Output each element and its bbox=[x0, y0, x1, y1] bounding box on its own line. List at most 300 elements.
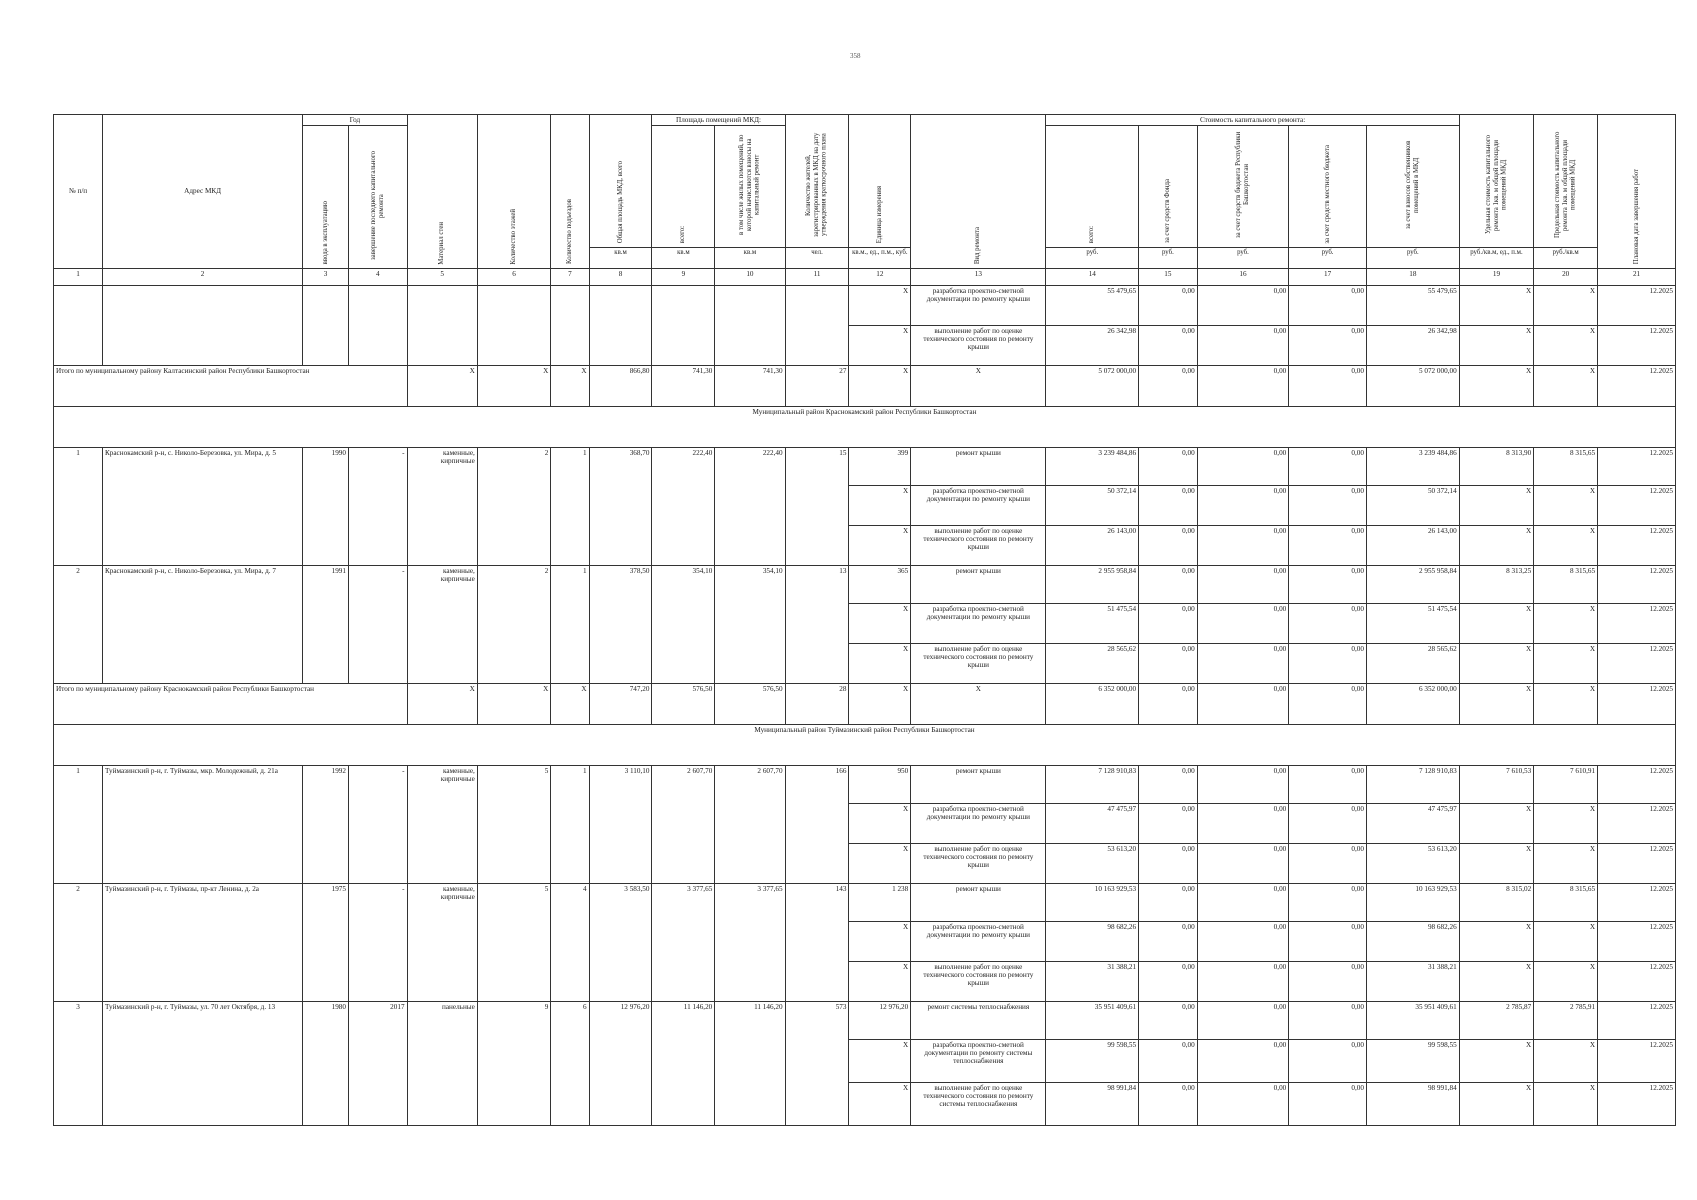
col-number: 9 bbox=[652, 268, 715, 285]
last-repair: - bbox=[348, 447, 407, 565]
cost-local: 0,00 bbox=[1289, 843, 1367, 883]
commission-year: 1991 bbox=[303, 565, 349, 683]
x-mark: Х bbox=[849, 961, 911, 1001]
district-total-row bbox=[54, 683, 1676, 724]
header-total-area: Общая площадь МКД, всего bbox=[589, 115, 652, 248]
specific-cost: 8 315,02 bbox=[1459, 883, 1534, 921]
table-row bbox=[54, 765, 1676, 803]
table-row bbox=[54, 1001, 1676, 1039]
cost-owners: 55 479,65 bbox=[1366, 285, 1459, 325]
limit-cost: 8 315,65 bbox=[1534, 447, 1598, 485]
cost-owners: 3 239 484,86 bbox=[1366, 447, 1459, 485]
cost-local: 0,00 bbox=[1289, 485, 1367, 525]
cost-local: 0,00 bbox=[1289, 325, 1367, 365]
cost-owners: 98 682,26 bbox=[1366, 921, 1459, 961]
cost-republic: 0,00 bbox=[1197, 525, 1289, 565]
area-all: 576,50 bbox=[652, 683, 715, 724]
header-row-1 bbox=[54, 115, 1676, 126]
plan-date: 12.2025 bbox=[1598, 883, 1676, 921]
unit-cell: руб. bbox=[1046, 247, 1139, 268]
header-unit: Единица измерения bbox=[849, 115, 911, 248]
header-cost-fund: за счет средств Фонда bbox=[1139, 126, 1198, 247]
floors: 5 bbox=[477, 765, 550, 883]
total-label: Итого по муниципальному району Калтасинский район Республики Башкортостан bbox=[54, 365, 408, 406]
cost-fund: 0,00 bbox=[1139, 843, 1198, 883]
col-number: 15 bbox=[1139, 268, 1198, 285]
plan-date: 12.2025 bbox=[1598, 921, 1676, 961]
repair-type: ремонт крыши bbox=[911, 565, 1046, 603]
cost-republic: 0,00 bbox=[1197, 447, 1289, 485]
specific-cost: 8 313,25 bbox=[1459, 565, 1534, 603]
header-last-repair: завершение последнего капитального ремонта bbox=[348, 126, 407, 268]
repair-type: выполнение работ по оценке технического состояния по ремонту крыши bbox=[911, 525, 1046, 565]
cost-republic: 0,00 bbox=[1197, 843, 1289, 883]
cost-republic: 0,00 bbox=[1197, 485, 1289, 525]
x-mark: Х bbox=[849, 603, 911, 643]
x-mark: Х bbox=[477, 683, 550, 724]
area-all: 3 377,65 bbox=[652, 883, 715, 1001]
header-area-all: всего: bbox=[652, 126, 715, 247]
col-number: 11 bbox=[785, 268, 849, 285]
cost-fund: 0,00 bbox=[1139, 643, 1198, 683]
unit-cell: кв.м bbox=[589, 247, 652, 268]
plan-date: 12.2025 bbox=[1598, 285, 1676, 325]
repair-type: ремонт крыши bbox=[911, 883, 1046, 921]
cost-fund: 0,00 bbox=[1139, 565, 1198, 603]
repair-type: ремонт системы теплоснабжения bbox=[911, 1001, 1046, 1039]
cost-fund: 0,00 bbox=[1139, 765, 1198, 803]
limit-cost: 2 785,91 bbox=[1534, 1001, 1598, 1039]
x-mark: Х bbox=[407, 365, 477, 406]
header-residents: Количество жителей, зарегистрированных в МКД на дату утверждения краткосрочного плана bbox=[785, 115, 849, 248]
cost-fund: 0,00 bbox=[1139, 485, 1198, 525]
col-number: 21 bbox=[1598, 268, 1676, 285]
repair-type: ремонт крыши bbox=[911, 765, 1046, 803]
unit-value: 1 238 bbox=[849, 883, 911, 921]
cost-republic: 0,00 bbox=[1197, 1039, 1289, 1082]
header-specific-cost: Удельная стоимость капитального ремонта 1кв. м общей площади помещений МКД bbox=[1459, 115, 1534, 248]
total-label: Итого по муниципальному району Краснокамский район Республики Башкортостан bbox=[54, 683, 408, 724]
repair-type: выполнение работ по оценке технического состояния по ремонту крыши bbox=[911, 961, 1046, 1001]
limit-cost: Х bbox=[1534, 843, 1598, 883]
specific-cost: 7 610,53 bbox=[1459, 765, 1534, 803]
last-repair: - bbox=[348, 883, 407, 1001]
residents: 13 bbox=[785, 565, 849, 683]
header-limit-cost: Предельная стоимость капитального ремонта 1кв. м общей площади помещений МКД bbox=[1534, 115, 1598, 248]
cost-owners: 26 342,98 bbox=[1366, 325, 1459, 365]
cost-fund: 0,00 bbox=[1139, 365, 1198, 406]
cost-total: 5 072 000,00 bbox=[1046, 365, 1139, 406]
cost-fund: 0,00 bbox=[1139, 921, 1198, 961]
area-living: 576,50 bbox=[715, 683, 785, 724]
plan-date: 12.2025 bbox=[1598, 485, 1676, 525]
wall-material: панельные bbox=[407, 1001, 477, 1125]
col-number: 13 bbox=[911, 268, 1046, 285]
repair-type: разработка проектно-сметной документации по ремонту крыши bbox=[911, 285, 1046, 325]
section-title: Муниципальный район Туймазинский район Республики Башкортостан bbox=[54, 724, 1676, 765]
area-total: 866,80 bbox=[589, 365, 652, 406]
unit-cell: руб./кв.м, ед., п.м. bbox=[1459, 247, 1534, 268]
repair-type: разработка проектно-сметной документации по ремонту системы теплоснабжения bbox=[911, 1039, 1046, 1082]
col-number: 10 bbox=[715, 268, 785, 285]
district-total-row bbox=[54, 365, 1676, 406]
header-address: Адрес МКД bbox=[102, 115, 302, 269]
x-mark: Х bbox=[477, 365, 550, 406]
cost-owners: 50 372,14 bbox=[1366, 485, 1459, 525]
cost-local: 0,00 bbox=[1289, 1082, 1367, 1125]
cost-republic: 0,00 bbox=[1197, 803, 1289, 843]
limit-cost: Х bbox=[1534, 285, 1598, 325]
cost-fund: 0,00 bbox=[1139, 883, 1198, 921]
cost-republic: 0,00 bbox=[1197, 565, 1289, 603]
entrances: 1 bbox=[551, 765, 589, 883]
specific-cost: Х bbox=[1459, 365, 1534, 406]
cost-total: 7 128 910,83 bbox=[1046, 765, 1139, 803]
specific-cost: 2 785,87 bbox=[1459, 1001, 1534, 1039]
header-wall-material: Материал стен bbox=[407, 115, 477, 269]
cost-local: 0,00 bbox=[1289, 883, 1367, 921]
unit-cell: руб./кв.м bbox=[1534, 247, 1598, 268]
area-living: 11 146,20 bbox=[715, 1001, 785, 1125]
repair-type: Х bbox=[911, 365, 1046, 406]
unit-cell: чел. bbox=[785, 247, 849, 268]
col-number: 18 bbox=[1366, 268, 1459, 285]
cost-owners: 98 991,84 bbox=[1366, 1082, 1459, 1125]
specific-cost: Х bbox=[1459, 325, 1534, 365]
address: Краснокамский р-н, с. Николо-Березовка, ул. Мира, д. 7 bbox=[102, 565, 302, 683]
specific-cost: Х bbox=[1459, 525, 1534, 565]
plan-date: 12.2025 bbox=[1598, 765, 1676, 803]
cost-republic: 0,00 bbox=[1197, 365, 1289, 406]
repair-type: выполнение работ по оценке технического состояния по ремонту крыши bbox=[911, 643, 1046, 683]
cost-local: 0,00 bbox=[1289, 285, 1367, 325]
col-number: 2 bbox=[102, 268, 302, 285]
repair-type: выполнение работ по оценке технического состояния по ремонту крыши bbox=[911, 843, 1046, 883]
x-mark: Х bbox=[849, 525, 911, 565]
specific-cost: Х bbox=[1459, 643, 1534, 683]
cost-republic: 0,00 bbox=[1197, 603, 1289, 643]
cost-fund: 0,00 bbox=[1139, 1082, 1198, 1125]
area-total: 12 976,20 bbox=[589, 1001, 652, 1125]
specific-cost: Х bbox=[1459, 603, 1534, 643]
area-living: 354,10 bbox=[715, 565, 785, 683]
cost-owners: 26 143,00 bbox=[1366, 525, 1459, 565]
repair-type: разработка проектно-сметной документации по ремонту крыши bbox=[911, 485, 1046, 525]
cost-total: 47 475,97 bbox=[1046, 803, 1139, 843]
cost-total: 6 352 000,00 bbox=[1046, 683, 1139, 724]
table-row bbox=[54, 883, 1676, 921]
header-plan-date: Плановая дата завершения работ bbox=[1598, 115, 1676, 269]
cost-owners: 35 951 409,61 bbox=[1366, 1001, 1459, 1039]
specific-cost: Х bbox=[1459, 1039, 1534, 1082]
x-mark: Х bbox=[551, 365, 589, 406]
entrances: 4 bbox=[551, 883, 589, 1001]
cost-owners: 28 565,62 bbox=[1366, 643, 1459, 683]
specific-cost: 8 313,90 bbox=[1459, 447, 1534, 485]
unit-value: 399 bbox=[849, 447, 911, 485]
area-living: 2 607,70 bbox=[715, 765, 785, 883]
unit-cell: кв.м bbox=[652, 247, 715, 268]
cost-local: 0,00 bbox=[1289, 683, 1367, 724]
specific-cost: Х bbox=[1459, 843, 1534, 883]
cost-local: 0,00 bbox=[1289, 1001, 1367, 1039]
limit-cost: 8 315,65 bbox=[1534, 883, 1598, 921]
plan-date: 12.2025 bbox=[1598, 365, 1676, 406]
cost-total: 3 239 484,86 bbox=[1046, 447, 1139, 485]
table-row bbox=[54, 447, 1676, 485]
cost-local: 0,00 bbox=[1289, 1039, 1367, 1082]
area-all: 741,30 bbox=[652, 365, 715, 406]
plan-date: 12.2025 bbox=[1598, 683, 1676, 724]
area-living: 222,40 bbox=[715, 447, 785, 565]
cost-fund: 0,00 bbox=[1139, 525, 1198, 565]
area-total: 3 583,50 bbox=[589, 883, 652, 1001]
commission-year: 1990 bbox=[303, 447, 349, 565]
cost-fund: 0,00 bbox=[1139, 325, 1198, 365]
area-all: 11 146,20 bbox=[652, 1001, 715, 1125]
x-mark: Х bbox=[407, 683, 477, 724]
header-area-living: в том числе жилых помещений, по которой начисляются взносы на капитальный ремонт bbox=[715, 126, 785, 247]
commission-year: 1992 bbox=[303, 765, 349, 883]
area-total: 3 110,10 bbox=[589, 765, 652, 883]
cost-owners: 6 352 000,00 bbox=[1366, 683, 1459, 724]
col-number: 7 bbox=[551, 268, 589, 285]
limit-cost: Х bbox=[1534, 683, 1598, 724]
header-repair-type: Вид ремонта bbox=[911, 115, 1046, 269]
cost-owners: 53 613,20 bbox=[1366, 843, 1459, 883]
x-mark: Х bbox=[849, 803, 911, 843]
plan-date: 12.2025 bbox=[1598, 1001, 1676, 1039]
cost-total: 53 613,20 bbox=[1046, 843, 1139, 883]
x-mark: Х bbox=[849, 643, 911, 683]
cost-local: 0,00 bbox=[1289, 525, 1367, 565]
wall-material: каменные, кирпичные bbox=[407, 765, 477, 883]
limit-cost: 8 315,65 bbox=[1534, 565, 1598, 603]
address: Туймазинский р-н, г. Туймазы, пр-кт Ленина, д. 2а bbox=[102, 883, 302, 1001]
col-number: 8 bbox=[589, 268, 652, 285]
unit-cell: кв.м bbox=[715, 247, 785, 268]
entrances: 1 bbox=[551, 565, 589, 683]
cost-total: 10 163 929,53 bbox=[1046, 883, 1139, 921]
last-repair: 2017 bbox=[348, 1001, 407, 1125]
cost-republic: 0,00 bbox=[1197, 643, 1289, 683]
cost-owners: 2 955 958,84 bbox=[1366, 565, 1459, 603]
cost-local: 0,00 bbox=[1289, 643, 1367, 683]
specific-cost: Х bbox=[1459, 285, 1534, 325]
cost-local: 0,00 bbox=[1289, 447, 1367, 485]
x-mark: Х bbox=[849, 921, 911, 961]
unit-cell: руб. bbox=[1366, 247, 1459, 268]
col-number: 1 bbox=[54, 268, 103, 285]
limit-cost: Х bbox=[1534, 325, 1598, 365]
row-number: 2 bbox=[54, 883, 103, 1001]
cost-local: 0,00 bbox=[1289, 803, 1367, 843]
plan-date: 12.2025 bbox=[1598, 525, 1676, 565]
cost-fund: 0,00 bbox=[1139, 1039, 1198, 1082]
floors: 2 bbox=[477, 447, 550, 565]
wall-material: каменные, кирпичные bbox=[407, 883, 477, 1001]
unit-value: 365 bbox=[849, 565, 911, 603]
cost-owners: 31 388,21 bbox=[1366, 961, 1459, 1001]
header-commission-year: ввода в эксплуатацию bbox=[303, 126, 349, 268]
col-number: 4 bbox=[348, 268, 407, 285]
cost-fund: 0,00 bbox=[1139, 1001, 1198, 1039]
address: Туймазинский р-н, г. Туймазы, мкр. Молодежный, д. 21а bbox=[102, 765, 302, 883]
cost-total: 55 479,65 bbox=[1046, 285, 1139, 325]
plan-date: 12.2025 bbox=[1598, 803, 1676, 843]
specific-cost: Х bbox=[1459, 921, 1534, 961]
cost-local: 0,00 bbox=[1289, 565, 1367, 603]
floors: 9 bbox=[477, 1001, 550, 1125]
cost-total: 28 565,62 bbox=[1046, 643, 1139, 683]
district-section-row bbox=[54, 724, 1676, 765]
plan-date: 12.2025 bbox=[1598, 565, 1676, 603]
x-mark: Х bbox=[849, 285, 911, 325]
unit-cell: кв.м., ед., п.м., куб. bbox=[849, 247, 911, 268]
col-number: 6 bbox=[477, 268, 550, 285]
cost-fund: 0,00 bbox=[1139, 683, 1198, 724]
col-number: 17 bbox=[1289, 268, 1367, 285]
col-number: 12 bbox=[849, 268, 911, 285]
last-repair: - bbox=[348, 565, 407, 683]
x-mark: Х bbox=[849, 485, 911, 525]
repair-type: выполнение работ по оценке технического состояния по ремонту системы теплоснабжения bbox=[911, 1082, 1046, 1125]
limit-cost: Х bbox=[1534, 485, 1598, 525]
row-number: 1 bbox=[54, 765, 103, 883]
plan-date: 12.2025 bbox=[1598, 603, 1676, 643]
entrances: 1 bbox=[551, 447, 589, 565]
wall-material: каменные, кирпичные bbox=[407, 565, 477, 683]
specific-cost: Х bbox=[1459, 683, 1534, 724]
limit-cost: Х bbox=[1534, 803, 1598, 843]
cost-republic: 0,00 bbox=[1197, 1082, 1289, 1125]
header-year-group: Год bbox=[303, 115, 407, 126]
row-number: 2 bbox=[54, 565, 103, 683]
col-number: 14 bbox=[1046, 268, 1139, 285]
residents: 28 bbox=[785, 683, 849, 724]
residents: 573 bbox=[785, 1001, 849, 1125]
col-number: 16 bbox=[1197, 268, 1289, 285]
residents: 27 bbox=[785, 365, 849, 406]
cost-owners: 51 475,54 bbox=[1366, 603, 1459, 643]
residents: 143 bbox=[785, 883, 849, 1001]
area-total: 368,70 bbox=[589, 447, 652, 565]
limit-cost: Х bbox=[1534, 365, 1598, 406]
cost-local: 0,00 bbox=[1289, 365, 1367, 406]
column-numbers-row bbox=[54, 268, 1676, 285]
cost-local: 0,00 bbox=[1289, 603, 1367, 643]
header-cost-group: Стоимость капитального ремонта: bbox=[1046, 115, 1459, 126]
floors: 2 bbox=[477, 565, 550, 683]
plan-date: 12.2025 bbox=[1598, 1082, 1676, 1125]
specific-cost: Х bbox=[1459, 803, 1534, 843]
header-cost-republic: за счет средств бюджета Республики Башкортостан bbox=[1197, 126, 1289, 247]
plan-date: 12.2025 bbox=[1598, 643, 1676, 683]
repair-type: разработка проектно-сметной документации по ремонту крыши bbox=[911, 803, 1046, 843]
cost-republic: 0,00 bbox=[1197, 285, 1289, 325]
limit-cost: Х bbox=[1534, 961, 1598, 1001]
cost-total: 2 955 958,84 bbox=[1046, 565, 1139, 603]
cost-local: 0,00 bbox=[1289, 961, 1367, 1001]
header-number: № п/п bbox=[54, 115, 103, 269]
cost-total: 26 342,98 bbox=[1046, 325, 1139, 365]
limit-cost: Х bbox=[1534, 603, 1598, 643]
floors: 5 bbox=[477, 883, 550, 1001]
limit-cost: Х bbox=[1534, 1039, 1598, 1082]
repair-type: ремонт крыши bbox=[911, 447, 1046, 485]
header-entrances: Количество подъездов bbox=[551, 115, 589, 269]
cost-republic: 0,00 bbox=[1197, 921, 1289, 961]
area-all: 222,40 bbox=[652, 447, 715, 565]
col-number: 5 bbox=[407, 268, 477, 285]
cost-fund: 0,00 bbox=[1139, 285, 1198, 325]
cost-local: 0,00 bbox=[1289, 921, 1367, 961]
commission-year: 1980 bbox=[303, 1001, 349, 1125]
repair-type: выполнение работ по оценке технического состояния по ремонту крыши bbox=[911, 325, 1046, 365]
specific-cost: Х bbox=[1459, 1082, 1534, 1125]
cost-local: 0,00 bbox=[1289, 765, 1367, 803]
cost-owners: 5 072 000,00 bbox=[1366, 365, 1459, 406]
cost-republic: 0,00 bbox=[1197, 961, 1289, 1001]
area-all: 2 607,70 bbox=[652, 765, 715, 883]
limit-cost: Х bbox=[1534, 921, 1598, 961]
specific-cost: Х bbox=[1459, 961, 1534, 1001]
cost-fund: 0,00 bbox=[1139, 603, 1198, 643]
header-cost-owners: за счет взносов собственников помещений в МКД bbox=[1366, 126, 1459, 247]
col-number: 3 bbox=[303, 268, 349, 285]
limit-cost: Х bbox=[1534, 525, 1598, 565]
header-floors: Количество этажей bbox=[477, 115, 550, 269]
x-mark: Х bbox=[849, 1082, 911, 1125]
last-repair: - bbox=[348, 765, 407, 883]
x-mark: Х bbox=[551, 683, 589, 724]
plan-date: 12.2025 bbox=[1598, 961, 1676, 1001]
area-living: 741,30 bbox=[715, 365, 785, 406]
cost-fund: 0,00 bbox=[1139, 803, 1198, 843]
table-row bbox=[54, 565, 1676, 603]
unit-value: 12 976,20 bbox=[849, 1001, 911, 1039]
cost-total: 98 682,26 bbox=[1046, 921, 1139, 961]
plan-date: 12.2025 bbox=[1598, 1039, 1676, 1082]
cost-owners: 99 598,55 bbox=[1366, 1039, 1459, 1082]
entrances: 6 bbox=[551, 1001, 589, 1125]
section-title: Муниципальный район Краснокамский район Республики Башкортостан bbox=[54, 406, 1676, 447]
cost-republic: 0,00 bbox=[1197, 683, 1289, 724]
cost-republic: 0,00 bbox=[1197, 325, 1289, 365]
cost-total: 31 388,21 bbox=[1046, 961, 1139, 1001]
table-row bbox=[54, 285, 1676, 325]
area-all: 354,10 bbox=[652, 565, 715, 683]
page-number: 358 bbox=[850, 52, 861, 60]
col-number: 19 bbox=[1459, 268, 1534, 285]
cost-fund: 0,00 bbox=[1139, 447, 1198, 485]
cost-total: 98 991,84 bbox=[1046, 1082, 1139, 1125]
cost-owners: 7 128 910,83 bbox=[1366, 765, 1459, 803]
cost-fund: 0,00 bbox=[1139, 961, 1198, 1001]
repair-plan-table bbox=[53, 114, 1676, 1126]
repair-type: разработка проектно-сметной документации по ремонту крыши bbox=[911, 921, 1046, 961]
cost-owners: 10 163 929,53 bbox=[1366, 883, 1459, 921]
cost-republic: 0,00 bbox=[1197, 1001, 1289, 1039]
row-number: 3 bbox=[54, 1001, 103, 1125]
area-living: 3 377,65 bbox=[715, 883, 785, 1001]
plan-date: 12.2025 bbox=[1598, 843, 1676, 883]
cost-total: 50 372,14 bbox=[1046, 485, 1139, 525]
cost-total: 99 598,55 bbox=[1046, 1039, 1139, 1082]
limit-cost: Х bbox=[1534, 1082, 1598, 1125]
header-area-group: Площадь помещений МКД: bbox=[652, 115, 785, 126]
cost-owners: 47 475,97 bbox=[1366, 803, 1459, 843]
